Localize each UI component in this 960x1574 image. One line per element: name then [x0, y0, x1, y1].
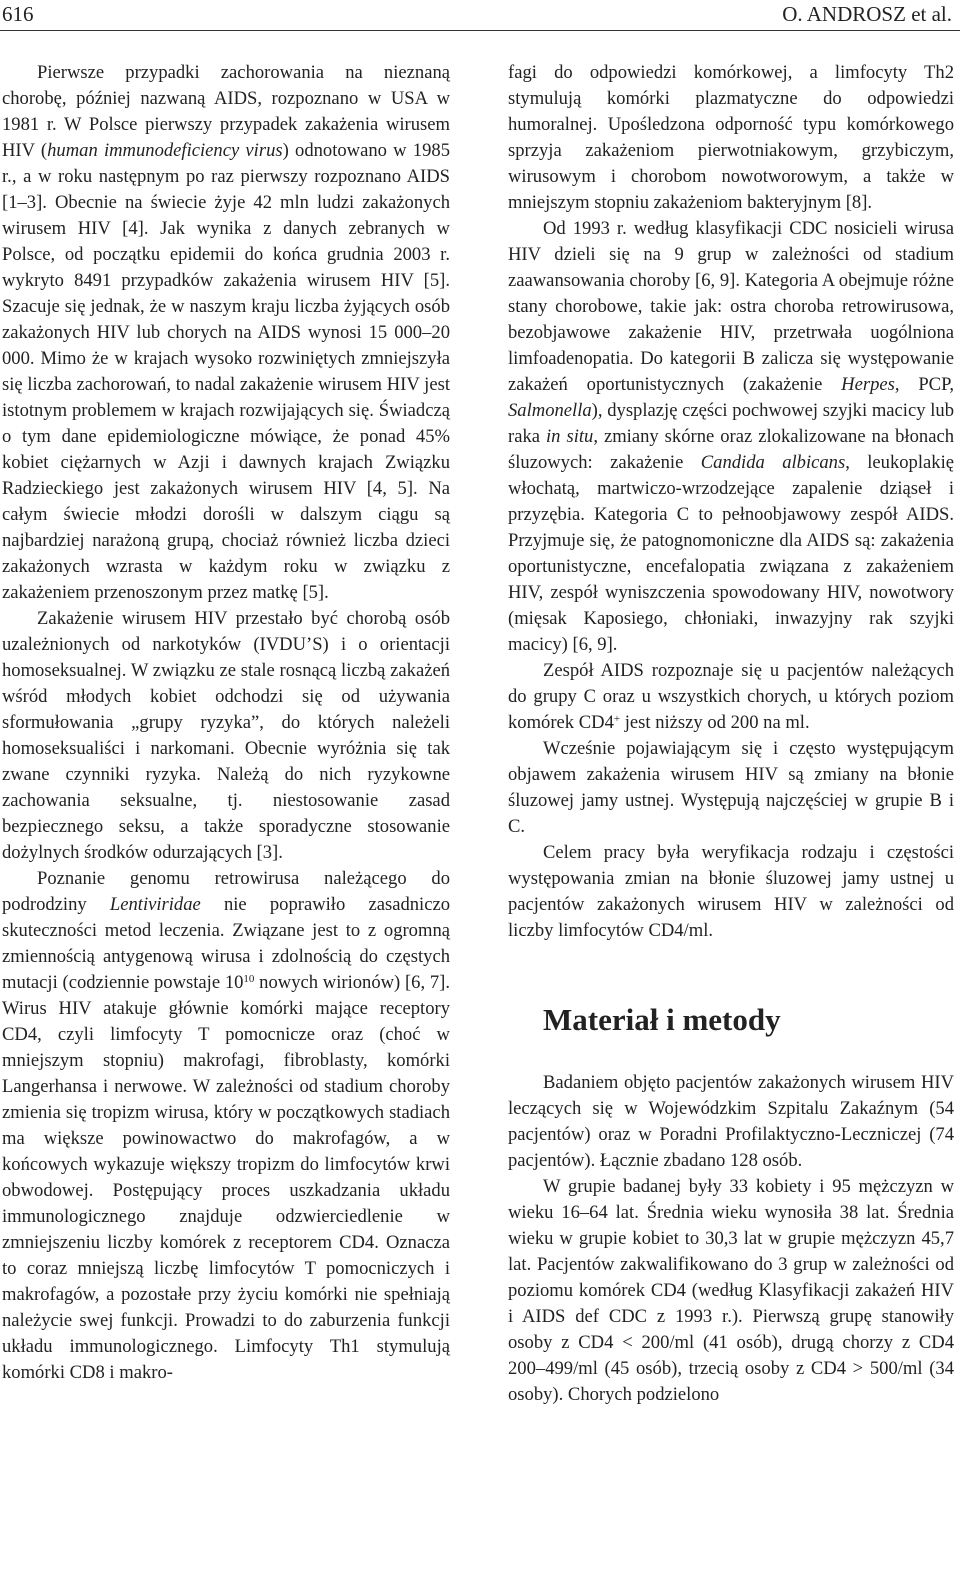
paragraph: Od 1993 r. według klasyfikacji CDC nosicieli wirusa HIV dzieli się na 9 grup w zależności od stadium zaawansowania choroby [6, 9]. Kategoria A obejmuje różne stany chorobowe, takie jak: ostra choroba retrowirusowa, bezobjawowe zakażenie HIV, przetrwała uogólniona limfoadenopatia. Do kategorii B zalicza się występowanie zakażeń oportunistycznych (zakażenie Herpes, PCP, Salmonella), dysplazję części pochwowej szyjki macicy lub raka in situ, zmiany skórne oraz zlokalizowane na błonach śluzowych: zakażenie Candida albicans, leukoplakię włochatą, martwiczo-wrzodzejące zapalenie dziąseł i przyzębia. Kategoria C to pełnoobjawowy zespół AIDS. Przyjmuje się, że patognomoniczne dla AIDS są: zakażenia oportunistyczne, encefalopatia związana z zakażeniem HIV, zespół wyniszczenia spowodowany HIV, nowotwory (mięsak Kaposiego, chłoniaki, inwazyjny rak szyjki macicy) [6, 9]. — [508, 218, 954, 655]
section-heading: Materiał i metody — [543, 1002, 781, 1037]
paragraph: Zespół AIDS rozpoznaje się u pacjentów należących do grupy C oraz u wszystkich chorych, u których poziom komórek CD4+ jest niższy od 200 na ml. — [508, 660, 954, 733]
running-title: O. ANDROSZ et al. — [782, 2, 952, 26]
paragraph: Zakażenie wirusem HIV przestało być chorobą osób uzależnionych od narkotyków (IVDU’S) i o orientacji homoseksualnej. W związku ze stale rosnącą liczbą zakażeń wśród młodych kobiet odchodzi się od używania sformułowania „grupy ryzyka”, do których należeli homoseksualiści i narkomani. Obecnie wyróżnia się tak zwane czynniki ryzyka. Należą do nich ryzykowne zachowania seksualne, tj. niestosowanie zasad bezpiecznego seksu, a także sporadyczne stosowanie dożylnych środków odurzających [3]. — [2, 608, 450, 863]
page-number: 616 — [2, 2, 34, 26]
paragraph: Poznanie genomu retrowirusa należącego do podrodziny Lentiviridae nie poprawiło zasadniczo skuteczności metod leczenia. Związane jest to z ogromną zmiennością antygenową wirusa i zdolnością do częstych mutacji (codziennie powstaje $10^{10}$ nowych wirionów) [6, 7]. Wirus HIV atakuje głównie komórki mające receptory CD4, czyli limfocyty T pomocnicze oraz (choć w mniejszym stopniu) makrofagi, fibroblasty, komórki Langerhansa i nerwowe. W zależności od stadium choroby zmienia się tropizm wirusa, który w początkowych stadiach ma większe powinowactwo do makrofagów, a w końcowych wykazuje większy tropizm do limfocytów krwi obwodowej. Postępujący proces uszkadzania układu immunologicznego znajduje odzwierciedlenie w zmniejszeniu liczby komórek z receptorem CD4. Oznacza to coraz mniejszą liczbę limfocytów T pomocniczych i makrofagów, a pozostałe przy życiu komórki nie spełniają należycie swej funkcji. Prowadzi to do zaburzenia funkcji układu immunologicznego. Limfocyty Th1 stymulują komórki CD8 i makro- — [2, 868, 451, 1383]
paragraph: W grupie badanej były 33 kobiety i 95 mężczyzn w wieku 16–64 lat. Średnia wieku wynosiła 38 lat. Średnia wieku w grupie kobiet to 30,3 lat w grupie mężczyzn 45,7 lat. Pacjentów zakwalifikowano do 3 grup w zależności od poziomu komórek CD4 (według Klasyfikacji zakażeń HIV i AIDS def CDC z 1993 r.). Pierwszą grupę stanowiły osoby z CD4 < 200/ml (41 osób), drugą chorzy z CD4 200–499/ml (45 osób), trzecią osoby z CD4 > 500/ml (34 osoby). Chorych podzielono — [508, 1176, 954, 1405]
paragraph: fagi do odpowiedzi komórkowej, a limfocyty Th2 stymulują komórki plazmatyczne do odpowiedzi humoralnej. Upośledzona odporność typu komórkowego sprzyja zakażeniom pierwotniakowym, grzybiczym, wirusowym i chorobom nowotworowym, a także w mniejszym stopniu zakażeniom bakteryjnym [8]. — [508, 62, 954, 213]
paragraph: Pierwsze przypadki zachorowania na nieznaną chorobę, później nazwaną AIDS, rozpoznano w USA w 1981 r. W Polsce pierwszy przypadek zakażenia wirusem HIV (human immunodeficiency virus) odnotowano w 1985 r., a w roku następnym po raz pierwszy rozpoznano AIDS [1–3]. Obecnie na świecie żyje 42 mln ludzi zakażonych wirusem HIV [4]. Jak wynika z danych zebranych w Polsce, od początku epidemii do końca grudnia 2003 r. wykryto 8491 przypadków zakażenia wirusem HIV [5]. Szacuje się jednak, że w naszym kraju liczba żyjących osób zakażonych HIV lub chorych na AIDS wynosi 15 000–20 000. Mimo że w krajach wysoko rozwiniętych zmniejszyła się liczba zachorowań, to nadal zakażenie wirusem HIV jest istotnym problemem w krajach rozwijających się. Świadczą o tym dane epidemiologiczne mówiące, że ponad 45% kobiet ciężarnych w Azji i dawnych krajach Związku Radzieckiego jest zakażonych wirusem HIV [4, 5]. Na całym świecie młodzi dorośli w dalszym ciągu są najbardziej narażoną grupą, chociaż również liczba dzieci zakażonych wzrasta w każdym roku w związku z zakażeniem przenoszonym przez matkę [5]. — [2, 62, 450, 603]
paragraph: Badaniem objęto pacjentów zakażonych wirusem HIV leczących się w Wojewódzkim Szpitalu Zakaźnym (54 pacjentów) oraz w Poradni Profilaktyczno-Leczniczej (74 pacjentów). Łącznie zbadano 128 osób. — [508, 1072, 954, 1171]
left-column — [2, 60, 450, 1386]
right-column — [508, 60, 954, 1408]
paragraph: Celem pracy była weryfikacja rodzaju i częstości występowania zmian na błonie śluzowej jamy ustnej u pacjentów zakażonych wirusem HIV w zależności od liczby limfocytów CD4/ml. — [508, 842, 954, 941]
running-header — [0, 0, 960, 31]
paragraph: Wcześnie pojawiającym się i często występującym objawem zakażenia wirusem HIV są zmiany na błonie śluzowej jamy ustnej. Występują najczęściej w grupie B i C. — [508, 738, 954, 837]
